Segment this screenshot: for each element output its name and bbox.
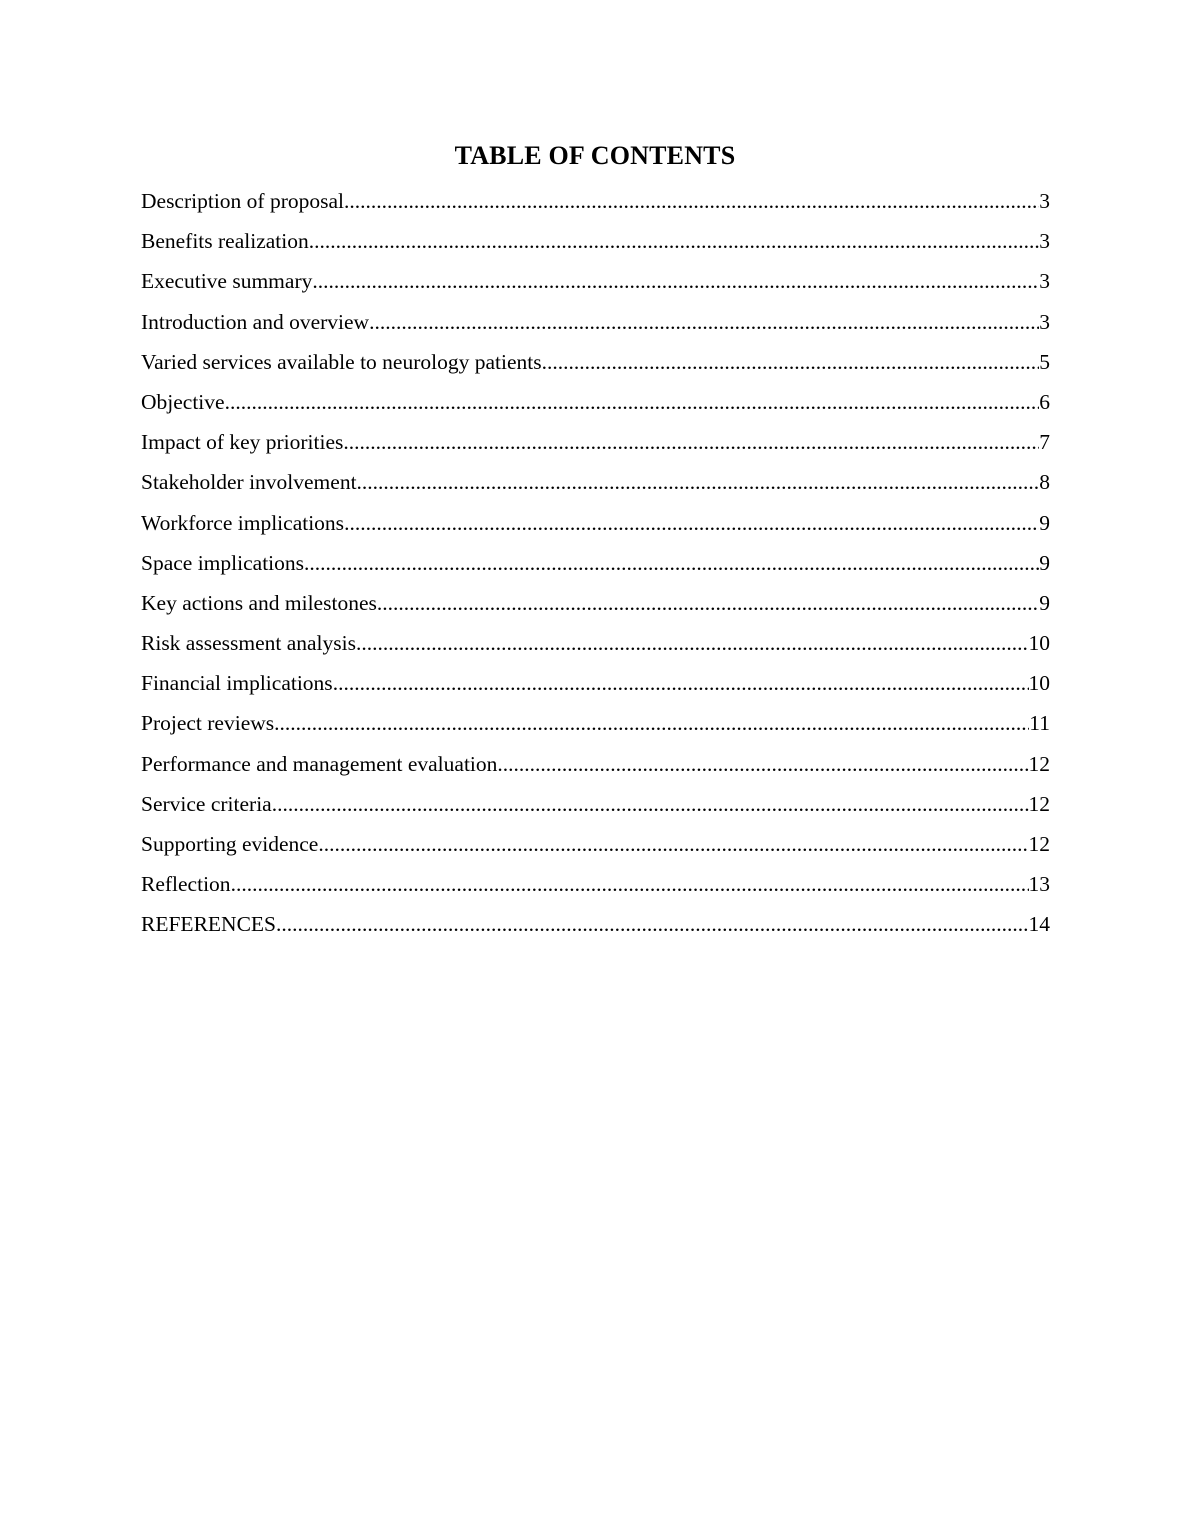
toc-entry-label: Description of proposal [141,189,345,213]
toc-entry-label: Executive summary [141,269,313,294]
toc-entry-page-number: 7 [1039,430,1050,455]
toc-entry-page-number: 3 [1039,229,1050,254]
toc-entry[interactable] [141,705,1050,745]
toc-entry-page-number: 3 [1039,309,1050,334]
toc-entry-label: Objective [141,389,225,414]
toc-entry[interactable] [141,304,1050,344]
toc-entry[interactable] [141,866,1050,906]
toc-entry-page-number: 12 [1028,791,1050,816]
toc-dot-leader [497,746,1028,782]
toc-dot-leader [344,505,1039,541]
toc-entry[interactable] [141,786,1050,826]
toc-title: TABLE OF CONTENTS [454,141,736,170]
toc-entry-page-number: 11 [1029,711,1050,736]
toc-entry-label: Service criteria [141,791,272,816]
toc-dot-leader [344,183,1039,219]
toc-dot-leader [357,464,1040,500]
toc-entry-label: Varied services available to neurology patients [141,349,542,374]
toc-entry-page-number: 12 [1028,832,1050,856]
toc-dot-leader [333,665,1029,701]
toc-entry-label: Performance and management evaluation [141,751,498,776]
toc-entry-label: Project reviews [141,711,275,736]
toc-entry[interactable] [141,665,1050,705]
toc-entry-label: Space implications [141,550,305,575]
toc-entry[interactable] [141,545,1050,585]
toc-entry-page-number: 14 [1028,912,1050,937]
toc-entry[interactable] [141,826,1050,866]
toc-dot-leader [318,826,1028,862]
toc-dot-leader [377,585,1039,621]
toc-entry[interactable] [141,384,1050,424]
toc-entry-label: REFERENCES [141,912,276,937]
toc-entry-page-number: 10 [1028,671,1050,696]
toc-dot-leader [309,223,1040,259]
toc-entry-label: Key actions and milestones [141,590,377,615]
toc-entry[interactable] [141,505,1050,545]
toc-list [141,183,1050,947]
toc-entry-label: Stakeholder involvement [141,470,357,495]
toc-dot-leader [274,705,1029,741]
toc-entry-label: Workforce implications [141,510,345,535]
toc-dot-leader [542,344,1040,380]
toc-entry-label: Introduction and overview [141,309,370,334]
toc-dot-leader [272,786,1029,822]
toc-entry[interactable] [141,344,1050,384]
toc-entry-page-number: 10 [1028,631,1050,656]
toc-dot-leader [231,866,1029,902]
toc-dot-leader [276,906,1029,942]
toc-dot-leader [356,625,1029,661]
toc-entry-label: Impact of key priorities [141,430,344,455]
toc-entry-page-number: 3 [1039,189,1050,213]
toc-entry-page-number: 12 [1028,751,1050,776]
toc-dot-leader [312,263,1039,299]
toc-entry-label: Reflection [141,872,231,897]
toc-entry[interactable] [141,746,1050,786]
toc-entry-label: Supporting evidence [141,832,319,856]
toc-entry-label: Risk assessment analysis [141,631,356,656]
toc-entry[interactable] [141,906,1050,946]
toc-entry-label: Financial implications [141,671,333,696]
toc-entry-page-number: 8 [1039,470,1050,495]
toc-entry[interactable] [141,424,1050,464]
toc-entry-page-number: 6 [1039,389,1050,414]
toc-dot-leader [369,304,1039,340]
toc-entry[interactable] [141,223,1050,263]
toc-entry[interactable] [141,263,1050,303]
toc-entry[interactable] [141,585,1050,625]
toc-dot-leader [304,545,1039,581]
toc-entry-label: Benefits realization [141,229,309,254]
toc-entry-page-number: 9 [1039,590,1050,615]
toc-entry-page-number: 5 [1039,349,1050,374]
toc-entry[interactable] [141,625,1050,665]
toc-entry-page-number: 3 [1039,269,1050,294]
toc-entry-page-number: 13 [1028,872,1050,897]
toc-entry-page-number: 9 [1039,510,1050,535]
toc-dot-leader [225,384,1040,420]
toc-entry[interactable] [141,183,1050,223]
toc-dot-leader [343,424,1039,460]
toc-entry-page-number: 9 [1039,550,1050,575]
toc-entry[interactable] [141,464,1050,504]
